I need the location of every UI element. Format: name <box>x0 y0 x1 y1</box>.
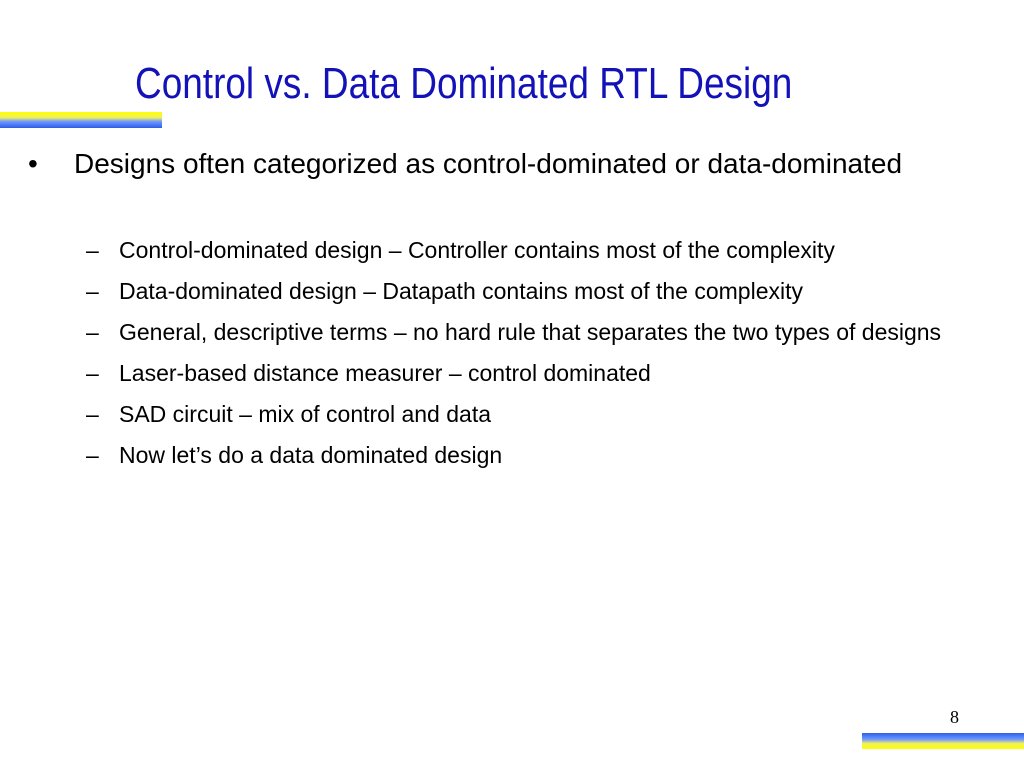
sub-bullet-text: SAD circuit – mix of control and data <box>119 401 491 427</box>
dash-marker: – <box>86 360 99 386</box>
sub-bullet-item <box>86 274 986 308</box>
sub-bullet-item <box>86 233 986 267</box>
sub-bullet-list <box>86 233 986 479</box>
dash-marker: – <box>86 237 99 263</box>
dash-marker: – <box>86 442 99 468</box>
sub-bullet-text: Data-dominated design – Datapath contains most of the complexity <box>119 278 803 304</box>
dash-marker: – <box>86 278 99 304</box>
sub-bullet-text: Control-dominated design – Controller contains most of the complexity <box>119 237 835 263</box>
bullet-item <box>28 145 988 182</box>
sub-bullet-item <box>86 356 986 390</box>
bullet-text: Designs often categorized as control-dominated or data-dominated <box>74 148 903 179</box>
title-underline-bar <box>0 112 162 128</box>
sub-bullet-text: General, descriptive terms – no hard rule that separates the two types of designs <box>119 319 942 345</box>
dash-marker: – <box>86 319 99 345</box>
slide-title: Control vs. Data Dominated RTL Design <box>135 59 793 108</box>
sub-bullet-text: Laser-based distance measurer – control dominated <box>119 360 651 386</box>
footer-accent-bar <box>862 733 1024 749</box>
bullet-marker: • <box>28 148 38 179</box>
sub-bullet-item <box>86 438 986 472</box>
page-number: 8 <box>950 707 959 727</box>
sub-bullet-text: Now let’s do a data dominated design <box>119 442 503 468</box>
sub-bullet-item <box>86 397 986 431</box>
sub-bullet-item <box>86 315 986 349</box>
dash-marker: – <box>86 401 99 427</box>
